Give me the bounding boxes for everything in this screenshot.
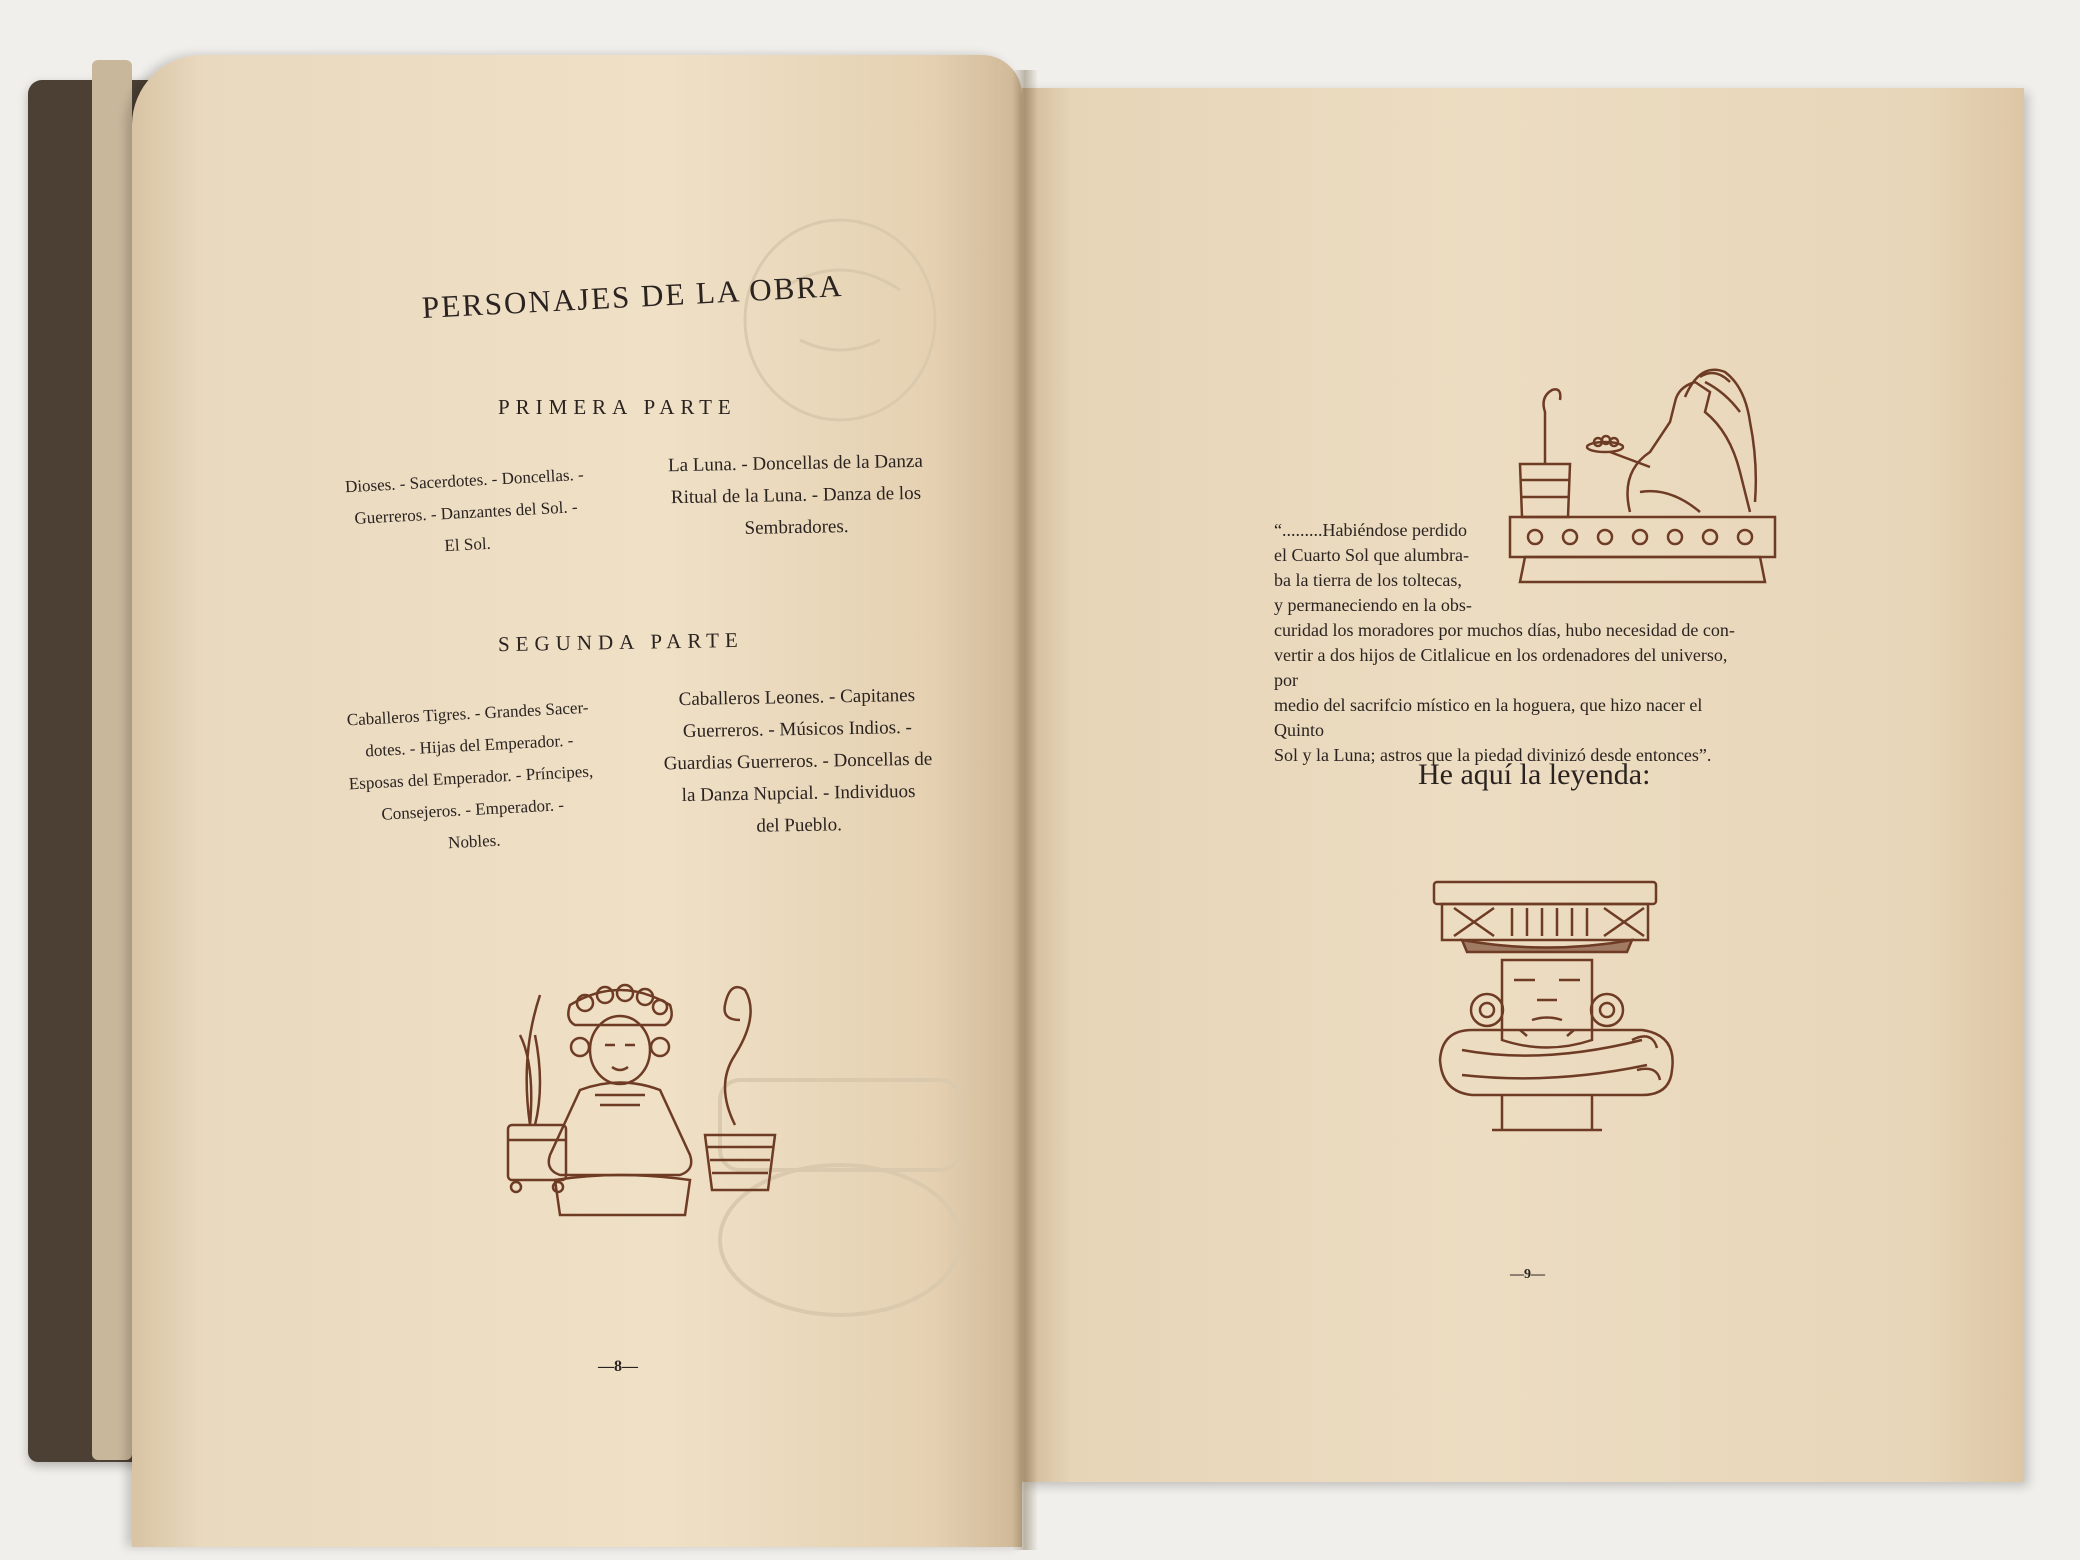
quote-line: Sol y la Luna; astros que la piedad divinizó desde entonces”. bbox=[1274, 745, 1712, 765]
cast-line: Consejeros. - Emperador. - bbox=[380, 795, 565, 824]
page-number-right: —9— bbox=[1510, 1267, 1545, 1282]
cast-line: Caballeros Tigres. - Grandes Sacer- bbox=[346, 697, 589, 730]
section-heading-segunda-parte: SEGUNDA PARTE bbox=[497, 627, 744, 657]
cast-line: Ritual de la Luna. - Danza de los bbox=[670, 482, 922, 509]
section-heading-primera-parte: PRIMERA PARTE bbox=[498, 395, 737, 419]
cast-list-part2-left bbox=[332, 691, 610, 865]
legend-heading: He aquí la leyenda: bbox=[1418, 758, 1651, 791]
cast-list-part1-right bbox=[635, 445, 957, 547]
cast-line: Guerreros. - Músicos Indios. - bbox=[682, 717, 913, 743]
cast-line: Guardias Guerreros. - Doncellas de bbox=[663, 748, 933, 775]
cast-line: La Luna. - Doncellas de la Danza bbox=[667, 450, 923, 477]
aztec-figure-with-braziers-illustration bbox=[500, 975, 800, 1225]
cast-list-part1-left bbox=[334, 458, 599, 567]
legend-quote bbox=[1274, 518, 1754, 768]
quote-line: y permaneciendo en la obs- bbox=[1274, 595, 1472, 615]
quote-line: medio del sacrifcio místico en la hoguera, que hizo nacer el Quinto bbox=[1274, 695, 1703, 740]
cast-line: El Sol. bbox=[444, 533, 492, 556]
cast-line: Sembradores. bbox=[744, 516, 849, 539]
quote-line: el Cuarto Sol que alumbra- bbox=[1274, 545, 1469, 565]
quote-line: curidad los moradores por muchos días, hubo necesidad de con- bbox=[1274, 620, 1735, 640]
cast-line: Esposas del Emperador. - Príncipes, bbox=[348, 761, 594, 794]
book-gutter bbox=[1012, 70, 1038, 1550]
cast-line: la Danza Nupcial. - Individuos bbox=[681, 780, 916, 807]
page-stack-edge bbox=[92, 60, 132, 1460]
page-title: PERSONAJES DE LA OBRA bbox=[421, 267, 845, 325]
quote-line: vertir a dos hijos de Citlalicue en los ordenadores del universo, por bbox=[1274, 645, 1728, 690]
cast-line: Guerreros. - Danzantes del Sol. - bbox=[353, 497, 578, 528]
cast-line: Dioses. - Sacerdotes. - Doncellas. - bbox=[344, 464, 585, 497]
cast-list-part2-right bbox=[637, 679, 960, 845]
quote-line: ba la tierra de los toltecas, bbox=[1274, 570, 1462, 590]
cast-line: del Pueblo. bbox=[756, 814, 843, 837]
aztec-atlantean-figure-illustration bbox=[1432, 880, 1692, 1135]
cast-line: Nobles. bbox=[447, 830, 501, 853]
page-number-left: —8— bbox=[598, 1358, 638, 1375]
cast-line: dotes. - Hijas del Emperador. - bbox=[364, 730, 574, 761]
cast-line: Caballeros Leones. - Capitanes bbox=[678, 684, 916, 711]
show-through-mask-icon bbox=[720, 210, 980, 430]
quote-line: “.........Habiéndose perdido bbox=[1274, 520, 1467, 540]
